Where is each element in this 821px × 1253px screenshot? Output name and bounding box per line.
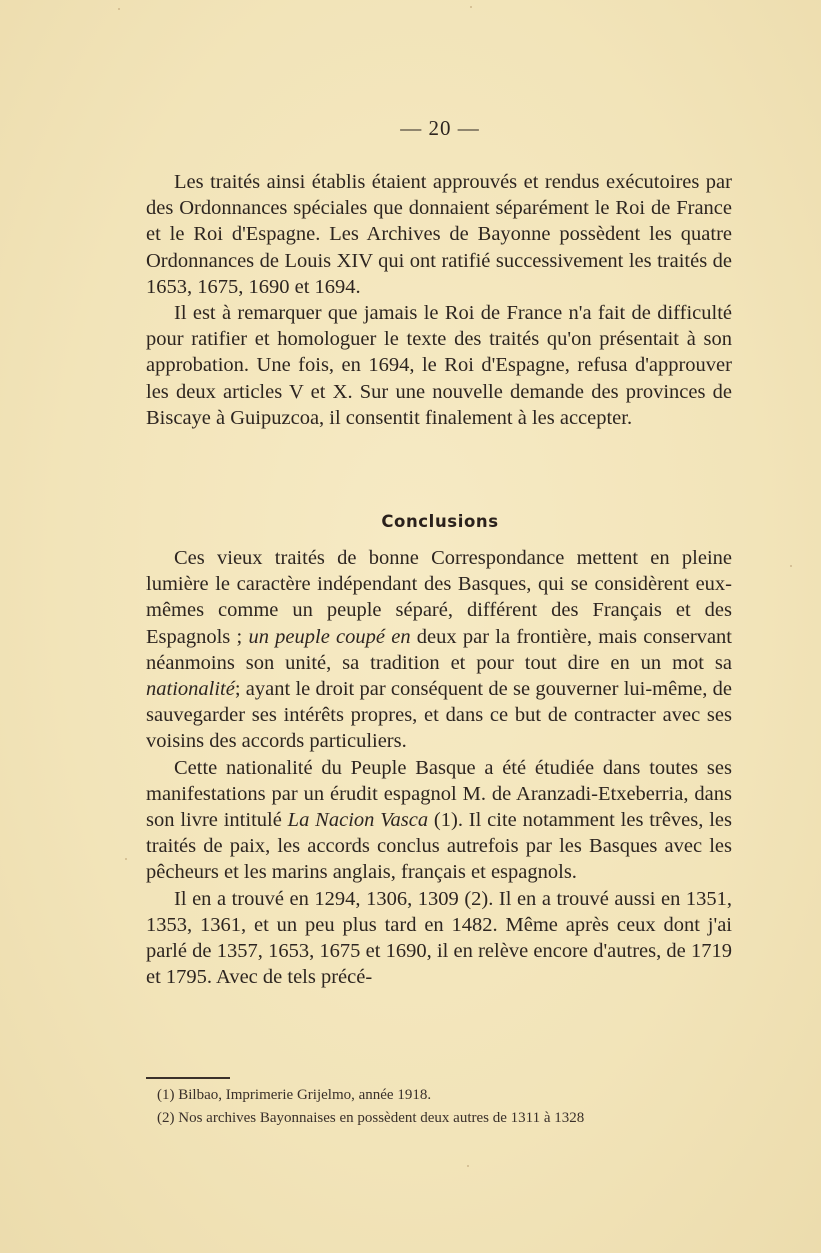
page-number: — 20 — <box>400 116 480 140</box>
italic-text: nationalité <box>146 678 235 701</box>
paper-speck <box>467 1165 469 1167</box>
book-title: La Nacion Vasca <box>287 809 429 832</box>
paragraph: Il en a trouvé en 1294, 1306, 1309 (2). Il en a trouvé aussi en 1351, 1353, 1361, et un peu plus tard en 1482. Même après ceux dont j'ai parlé de 1357, 1653, 1675 et 1690, il en relève encore d'autres, de 1719 et 1795. Avec de tels précé- <box>146 887 732 989</box>
footnote-2: (2) Nos archives Bayonnaises en possèdent deux autres de 1311 à 1328 <box>157 1110 585 1126</box>
paragraph: Les traités ainsi établis étaient approuvés et rendus exécutoires par des Ordonnances spéciales que donnaient séparément le Roi de France et le Roi d'Espagne. Les Archives de Bayonne possèdent les quatre Ordonnances de Louis XIV qui ont ratifié successivement les traités de 1653, 1675, 1690 et 1694. <box>146 171 732 298</box>
paper-speck <box>470 6 472 8</box>
section-conclusions-body <box>146 545 732 990</box>
paragraph: Il est à remarquer que jamais le Roi de France n'a fait de difficulté pour ratifier et homologuer le texte des traités qu'on présentait à son approbation. Une fois, en 1694, le Roi d'Espagne, refusa d'approuver les deux articles V et X. Sur une nouvelle demande des provinces de Biscaye à Guipuzcoa, il consentit finalement à les accepter. <box>146 302 732 429</box>
paragraph <box>146 545 732 755</box>
footnote-1: (1) Bilbao, Imprimerie Grijelmo, année 1918. <box>157 1087 432 1103</box>
text-run: deux par la frontière, mais conservant néanmoins son unité, sa tradition et pour tout dire en un mot sa <box>146 625 732 674</box>
paragraph <box>146 755 732 886</box>
section-heading-conclusions: Conclusions <box>381 512 499 531</box>
section-treaties-ratification <box>146 169 732 431</box>
text-run: ; ayant le droit par conséquent de se gouverner lui-même, de sauvegarder ses intérêts propres, et dans ce but de contracter avec ses voisins des accords particuliers. <box>146 678 732 753</box>
text-run: Cette nationalité du Peuple Basque a été étudiée dans toutes ses manifestations par un érudit espagnol M. de Aranzadi-Etxeberria, dans son livre intitulé <box>146 756 732 832</box>
footnotes <box>157 1084 747 1130</box>
text-run: (1). Il cite notamment les trêves, les traités de paix, les accords conclus autrefois par les Basques avec les pêcheurs et les marins anglais, français et espagnols. <box>146 809 732 884</box>
paper-speck <box>118 8 120 10</box>
text-run: Ces vieux traités de bonne Correspondance mettent en pleine lumière le caractère indépendant des Basques, qui se considèrent eux-mêmes comme un peuple séparé, différent des Français et des Espagnols ; <box>146 547 732 648</box>
paper-speck <box>790 565 792 567</box>
footnote-divider <box>146 1077 230 1079</box>
italic-text: un peuple coupé en <box>248 625 411 648</box>
paper-speck <box>125 858 127 860</box>
